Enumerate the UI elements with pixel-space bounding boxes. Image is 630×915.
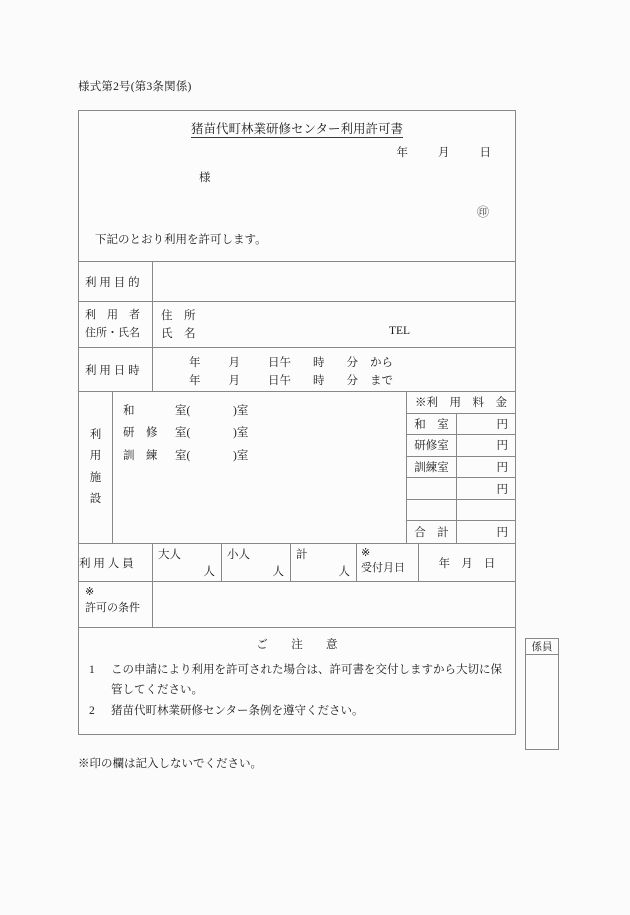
row-user bbox=[79, 301, 515, 347]
fee-row-value[interactable]: 円 bbox=[496, 483, 508, 496]
from-year: 年 bbox=[189, 357, 201, 369]
datetime-from-line bbox=[189, 354, 393, 370]
fee-row-name: 研修室 bbox=[407, 435, 457, 456]
facility-label-char-3: 設 bbox=[89, 492, 102, 505]
issue-date-day: 日 bbox=[479, 147, 491, 159]
note-item bbox=[89, 661, 505, 701]
note-text: この申請により利用を許可された場合は、許可書を交付しますから大切に保管してください。 bbox=[111, 664, 502, 696]
user-label-line1: 利 用 者 bbox=[85, 309, 140, 322]
fee-row-value[interactable]: 円 bbox=[496, 418, 508, 431]
fee-row-value[interactable]: 円 bbox=[496, 462, 508, 475]
fee-row-name[interactable] bbox=[407, 500, 457, 521]
total-unit: 人 bbox=[338, 566, 350, 578]
from-day-half: 日午 bbox=[268, 357, 291, 369]
facility-item-room-close: )室 bbox=[233, 405, 249, 417]
datetime-to-line bbox=[189, 372, 393, 388]
issue-date-year: 年 bbox=[396, 147, 408, 159]
adult-count-cell[interactable] bbox=[153, 544, 222, 581]
total-label: 計 bbox=[296, 549, 308, 561]
user-input-area[interactable] bbox=[153, 302, 515, 347]
user-address-label: 住 所 bbox=[161, 310, 196, 322]
received-month: 月 bbox=[461, 557, 473, 570]
notes-title: ご 注 意 bbox=[256, 639, 338, 651]
note-item bbox=[89, 702, 505, 722]
note-number: 1 bbox=[89, 664, 95, 676]
to-day-half: 日午 bbox=[268, 375, 291, 387]
to-particle: まで bbox=[370, 375, 393, 387]
to-minute: 分 bbox=[346, 375, 358, 387]
total-count-cell[interactable] bbox=[291, 544, 357, 581]
form-number: 様式第2号(第3条関係) bbox=[78, 81, 192, 93]
received-label-text: 受付月日 bbox=[361, 562, 405, 575]
footer-note: ※印の欄は記入しないでください。 bbox=[78, 758, 262, 770]
seal-icon: ㊞ bbox=[476, 205, 489, 219]
fee-row-name[interactable] bbox=[407, 478, 457, 499]
from-minute: 分 bbox=[346, 357, 358, 369]
facility-item-name: 和 bbox=[123, 405, 135, 417]
staff-box-input-area[interactable] bbox=[526, 655, 558, 749]
fee-row-value[interactable] bbox=[457, 500, 515, 521]
fee-total-value[interactable]: 円 bbox=[496, 527, 508, 540]
issue-date-month: 月 bbox=[438, 147, 450, 159]
condition-input-area[interactable] bbox=[153, 582, 515, 627]
row-purpose bbox=[79, 261, 515, 301]
fee-table-header: ※利 用 料 金 bbox=[407, 392, 515, 414]
permit-statement: 下記のとおり利用を許可します。 bbox=[95, 234, 267, 246]
fee-table-row bbox=[407, 435, 515, 457]
to-year: 年 bbox=[189, 375, 201, 387]
condition-label-mark: ※ bbox=[85, 586, 95, 598]
received-day: 日 bbox=[483, 557, 496, 570]
form-header-block bbox=[79, 111, 515, 261]
facility-label bbox=[79, 392, 113, 543]
facility-item[interactable] bbox=[123, 400, 406, 422]
facility-item-room-close: )室 bbox=[233, 427, 249, 440]
adult-label: 大人 bbox=[158, 549, 181, 561]
datetime-input-area[interactable] bbox=[153, 348, 515, 391]
purpose-label: 利 用 目 的 bbox=[79, 262, 153, 301]
notes-section bbox=[79, 627, 515, 734]
adult-unit: 人 bbox=[203, 566, 215, 578]
to-hour: 時 bbox=[313, 375, 325, 387]
facility-label-char-2: 施 bbox=[89, 471, 102, 484]
permit-form-table bbox=[78, 110, 516, 735]
user-tel-label: TEL bbox=[389, 325, 411, 337]
facility-item-room-open: 室( bbox=[175, 405, 191, 417]
row-permit-condition bbox=[79, 581, 515, 627]
user-name-label: 氏 名 bbox=[161, 328, 196, 340]
facility-label-char-0: 利 bbox=[89, 428, 102, 441]
row-people-count bbox=[79, 543, 515, 581]
fee-row-name: 訓練室 bbox=[407, 457, 457, 478]
facility-item-room-open: 室( bbox=[175, 449, 191, 462]
purpose-input-area[interactable] bbox=[153, 262, 515, 301]
facility-item-name: 訓 練 bbox=[123, 449, 158, 462]
child-count-cell[interactable] bbox=[222, 544, 291, 581]
issue-date-line bbox=[397, 144, 492, 160]
facility-item-name: 研 修 bbox=[123, 427, 158, 440]
to-month: 月 bbox=[228, 375, 240, 387]
row-facility-and-fee bbox=[79, 391, 515, 543]
child-label: 小人 bbox=[227, 549, 250, 561]
fee-table-row bbox=[407, 478, 515, 500]
note-number: 2 bbox=[89, 704, 95, 717]
form-title-text: 猪苗代町林業研修センター利用許可書 bbox=[190, 122, 403, 136]
facility-items[interactable] bbox=[113, 392, 407, 543]
fee-row-name: 和 室 bbox=[407, 414, 457, 435]
child-unit: 人 bbox=[272, 566, 284, 578]
people-label: 利 用 人 員 bbox=[79, 544, 153, 581]
form-title bbox=[79, 119, 515, 137]
note-text: 猪苗代町林業研修センター条例を遵守ください。 bbox=[111, 704, 364, 717]
facility-item-room-open: 室( bbox=[175, 427, 191, 440]
from-hour: 時 bbox=[313, 357, 325, 369]
fee-row-value[interactable]: 円 bbox=[496, 440, 508, 453]
datetime-label: 利 用 日 時 bbox=[79, 348, 153, 391]
fee-table-total-row bbox=[407, 521, 515, 543]
fee-table bbox=[407, 392, 515, 543]
fee-total-name: 合 計 bbox=[407, 521, 457, 543]
user-label bbox=[79, 302, 153, 347]
received-year: 年 bbox=[438, 557, 451, 570]
staff-box-label: 係員 bbox=[526, 639, 558, 655]
row-datetime bbox=[79, 347, 515, 391]
condition-label bbox=[79, 582, 153, 627]
received-date-label bbox=[357, 544, 419, 581]
from-particle: から bbox=[370, 357, 393, 369]
facility-label-char-1: 用 bbox=[89, 450, 102, 463]
staff-box bbox=[525, 638, 559, 750]
condition-label-text: 許可の条件 bbox=[85, 601, 140, 614]
facility-item[interactable] bbox=[123, 422, 406, 444]
fee-table-row bbox=[407, 414, 515, 436]
user-label-line2: 住所・氏名 bbox=[85, 326, 140, 339]
facility-item-room-close: )室 bbox=[233, 449, 249, 462]
facility-item[interactable] bbox=[123, 445, 406, 467]
fee-table-row bbox=[407, 500, 515, 522]
addressee-suffix: 様 bbox=[199, 172, 211, 184]
fee-table-row bbox=[407, 457, 515, 479]
received-date-input-area[interactable] bbox=[419, 544, 515, 581]
from-month: 月 bbox=[228, 357, 240, 369]
received-label-mark: ※ bbox=[361, 547, 371, 559]
